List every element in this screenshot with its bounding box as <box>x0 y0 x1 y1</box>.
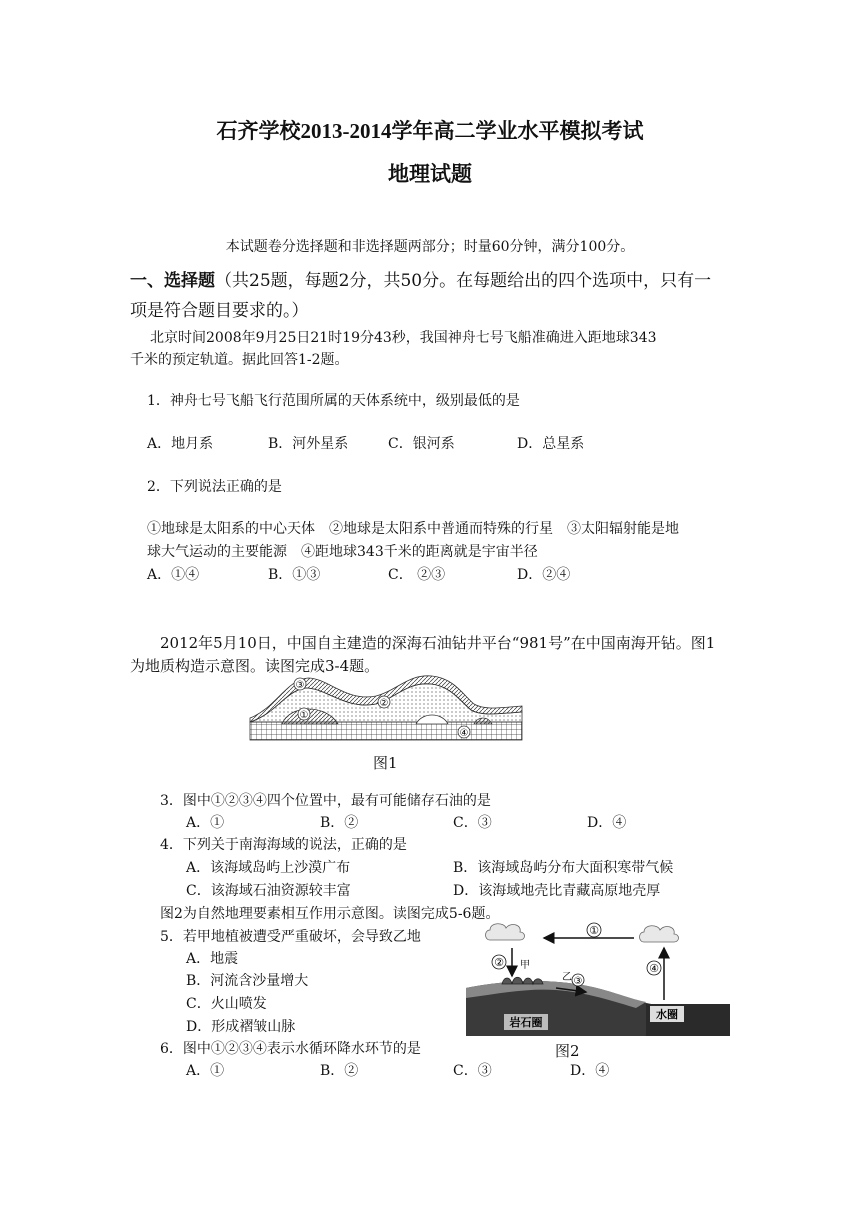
q2-statement-line1: ①地球是太阳系的中心天体 ②地球是太阳系中普通而特殊的行星 ③太阳辐射能是地 <box>147 521 679 537</box>
marker-4: ④ <box>459 728 469 739</box>
q3-option-a: A．① <box>186 815 225 831</box>
q6-stem: 6．图中①②③④表示水循环降水环节的是 <box>160 1041 421 1057</box>
geologic-structure-diagram <box>246 674 526 746</box>
passage1-line1: 北京时间2008年9月25日21时19分43秒，我国神舟七号飞船准确进入距地球343 <box>150 330 657 346</box>
q2-option-d: D．②④ <box>517 567 571 583</box>
geographic-elements-diagram <box>466 918 730 1038</box>
q5-option-d: D．形成褶皱山脉 <box>186 1019 296 1035</box>
q2-option-b: B．①③ <box>268 567 321 583</box>
q4-option-d: D．该海域地壳比青藏高原地壳厚 <box>453 883 661 899</box>
section-desc-1: （共25题，每题2分，共50分。在每题给出的四个选项中，只有一 <box>215 271 712 291</box>
q3-stem: 3．图中①②③④四个位置中，最有可能储存石油的是 <box>160 793 491 809</box>
marker-4: ④ <box>649 962 659 975</box>
q3-option-c: C．③ <box>453 815 492 831</box>
exam-intro: 本试题卷分选择题和非选择题两部分；时量60分钟，满分100分。 <box>225 239 635 255</box>
q1-stem: 1．神舟七号飞船飞行范围所属的天体系统中，级别最低的是 <box>147 393 520 409</box>
q1-option-b: B．河外星系 <box>268 436 349 452</box>
q5-stem: 5．若甲地植被遭受严重破坏，会导致乙地 <box>160 929 421 945</box>
q1-option-a: A．地月系 <box>147 436 214 452</box>
q1-option-c: C．银河系 <box>388 436 455 452</box>
marker-3: ③ <box>295 680 305 691</box>
q5-option-b: B．河流含沙量增大 <box>186 973 309 989</box>
q3-option-d: D．④ <box>587 815 627 831</box>
fig2-caption: 图2 <box>555 1042 580 1060</box>
exam-title: 石齐学校2013-2014学年高二学业水平模拟考试 <box>216 119 644 143</box>
label-jia: 甲 <box>520 960 530 971</box>
q5-option-c: C．火山喷发 <box>186 996 267 1012</box>
q6-option-a: A．① <box>186 1063 225 1079</box>
label-lithosphere: 岩石圈 <box>509 1016 543 1029</box>
passage2-line1: 2012年5月10日，中国自主建造的深海石油钻井平台“981号”在中国南海开钻。图1 <box>160 634 716 652</box>
fig1-caption: 图1 <box>373 754 398 772</box>
exam-subtitle: 地理试题 <box>388 162 472 186</box>
q5-option-a: A．地震 <box>186 951 239 967</box>
passage1-line2: 千米的预定轨道。据此回答1-2题。 <box>130 352 349 368</box>
q2-statement-line2: 球大气运动的主要能源 ④距地球343千米的距离就是宇宙半径 <box>147 544 538 560</box>
section-heading-line <box>130 266 711 291</box>
label-yi: 乙 <box>562 972 572 983</box>
q3-option-b: B．② <box>320 815 359 831</box>
q4-stem: 4．下列关于南海海域的说法，正确的是 <box>160 837 407 853</box>
q6-option-c: C．③ <box>453 1063 492 1079</box>
marker-2: ② <box>379 698 389 709</box>
marker-1: ① <box>299 710 309 721</box>
vegetation <box>502 977 543 984</box>
section-desc-2: 项是符合题目要求的。） <box>130 301 309 321</box>
marker-2: ② <box>494 956 504 969</box>
q1-option-d: D．总星系 <box>517 436 585 452</box>
cloud-right-icon <box>640 926 679 942</box>
passage2-line2: 为地质构造示意图。读图完成3-4题。 <box>130 657 380 675</box>
q4-option-b: B．该海域岛屿分布大面积寒带气候 <box>453 860 674 876</box>
q4-option-c: C．该海域石油资源较丰富 <box>186 883 351 899</box>
cloud-left-icon <box>486 924 525 940</box>
q4-option-a: A．该海域岛屿上沙漠广布 <box>186 860 351 876</box>
q2-stem: 2．下列说法正确的是 <box>147 479 282 495</box>
section-heading: 一、选择题 <box>130 271 215 291</box>
q6-option-b: B．② <box>320 1063 359 1079</box>
label-hydrosphere: 水圈 <box>656 1008 678 1021</box>
passage3-line1: 图2为自然地理要素相互作用示意图。读图完成5-6题。 <box>160 906 500 922</box>
marker-3: ③ <box>573 976 583 987</box>
q6-option-d: D．④ <box>570 1063 610 1079</box>
marker-1: ① <box>589 924 599 937</box>
q2-option-c: C． ②③ <box>388 567 446 583</box>
bottom-layer <box>250 722 522 740</box>
q2-option-a: A．①④ <box>147 567 200 583</box>
